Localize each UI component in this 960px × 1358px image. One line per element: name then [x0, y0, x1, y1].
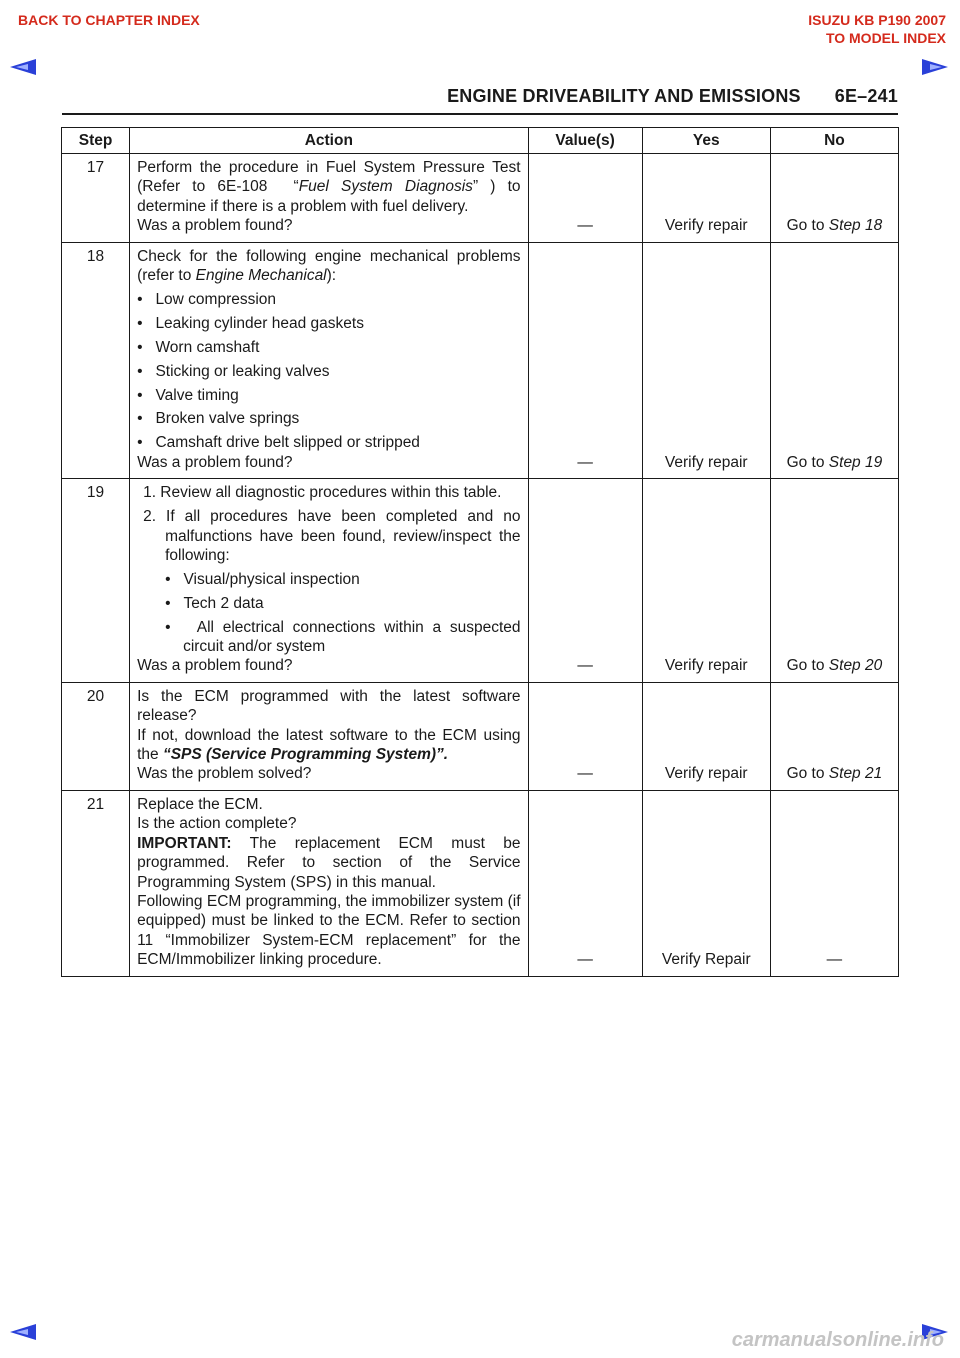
- no-cell: Go to Step 21: [770, 682, 898, 790]
- value-cell: —: [528, 154, 642, 243]
- diagnostic-table: [61, 127, 899, 977]
- next-page-arrow-icon[interactable]: [922, 59, 948, 75]
- page-number: 6E–241: [834, 86, 898, 106]
- no-cell: Go to Step 19: [770, 242, 898, 479]
- list-item: • Broken valve springs: [137, 410, 300, 428]
- previous-page-arrow-icon-bottom[interactable]: [10, 1324, 36, 1340]
- table-row: [62, 479, 899, 683]
- table-row: [62, 154, 899, 243]
- model-name: ISUZU KB P190 2007: [808, 12, 946, 28]
- list-item: • All electrical connections within a suspected circuit and/or system: [165, 618, 521, 656]
- action-cell: Is the ECM programmed with the latest software release? If not, download the latest software to the ECM using the “SPS (Service Programming System)”. Was the problem solved?: [130, 682, 528, 790]
- list-item: • Camshaft drive belt slipped or stripped: [137, 434, 420, 452]
- watermark: carmanualsonline.info: [731, 1329, 944, 1351]
- header-yes: Yes: [642, 128, 770, 154]
- yes-cell: Verify repair: [642, 682, 770, 790]
- list-item: • Sticking or leaking valves: [137, 362, 330, 380]
- step-number: 18: [62, 242, 130, 479]
- section-title: ENGINE DRIVEABILITY AND EMISSIONS: [447, 86, 801, 106]
- value-cell: —: [528, 682, 642, 790]
- header-rule: [62, 113, 898, 115]
- action-cell: Replace the ECM. Is the action complete? IMPORTANT: The replacement ECM must be programmed. Refer to section of the Service Programming System (SPS) in this manual. Following ECM programming, the immobilizer system (if equipped) must be linked to the ECM. Refer to section 11 “Immobilizer System-ECM replacement” for the ECM/Immobilizer linking procedure.: [130, 790, 528, 976]
- value-cell: —: [528, 479, 642, 683]
- action-question: Was a problem found?: [137, 453, 293, 471]
- list-item: • Low compression: [137, 290, 277, 308]
- yes-cell: Verify Repair: [642, 790, 770, 976]
- list-item: • Valve timing: [137, 386, 239, 404]
- table-row: [62, 682, 899, 790]
- header-step: Step: [62, 128, 130, 154]
- action-cell: [130, 479, 528, 683]
- table-header-row: [62, 128, 899, 154]
- header-no: No: [770, 128, 898, 154]
- page-header: [62, 86, 898, 107]
- value-cell: —: [528, 242, 642, 479]
- previous-page-arrow-icon[interactable]: [10, 59, 36, 75]
- header-values: Value(s): [528, 128, 642, 154]
- list-item: 1. Review all diagnostic procedures within this table.: [143, 484, 502, 502]
- table-row: [62, 790, 899, 976]
- sps-ref: “SPS (Service Programming System)”.: [162, 746, 449, 764]
- back-to-chapter-index-link[interactable]: BACK TO CHAPTER INDEX: [18, 12, 200, 28]
- step-number: 20: [62, 682, 130, 790]
- step-number: 21: [62, 790, 130, 976]
- list-item: • Leaking cylinder head gaskets: [137, 314, 364, 332]
- step-number: 19: [62, 479, 130, 683]
- engine-mechanical-ref: Engine Mechanical: [195, 267, 327, 285]
- list-item: 2. If all procedures have been completed and no malfunctions have been found, review/inspect the following:: [143, 508, 521, 564]
- yes-cell: Verify repair: [642, 242, 770, 479]
- no-cell: —: [770, 790, 898, 976]
- step-number: 17: [62, 154, 130, 243]
- action-cell: Check for the following engine mechanical problems (refer to Engine Mechanical): • Low compression • Leaking cylinder head gaskets • Worn camshaft • Sticking or leaking valves • Valve timing • Broken valve springs • Camshaft drive belt slipped or stripped Was a problem found?: [130, 242, 528, 479]
- list-item: • Visual/physical inspection: [165, 570, 360, 588]
- header-action: Action: [130, 128, 528, 154]
- to-model-index-label: TO MODEL INDEX: [825, 30, 946, 46]
- no-cell: Go to Step 18: [770, 154, 898, 243]
- important-label: IMPORTANT:: [137, 834, 232, 852]
- action-question: Was the problem solved?: [137, 765, 312, 783]
- no-cell: Go to Step 20: [770, 479, 898, 683]
- list-item: • Worn camshaft: [137, 338, 260, 356]
- action-question: Was a problem found?: [137, 657, 293, 675]
- model-index-link[interactable]: [808, 11, 946, 47]
- action-question: Was a problem found?: [137, 217, 293, 235]
- action-cell: Perform the procedure in Fuel System Pressure Test (Refer to 6E-108 “Fuel System Diagnosis” ) to determine if there is a problem with fuel delivery. Was a problem found?: [130, 154, 528, 243]
- value-cell: —: [528, 790, 642, 976]
- list-item: • Tech 2 data: [165, 594, 264, 612]
- yes-cell: Verify repair: [642, 154, 770, 243]
- fuel-system-diagnosis-ref: Fuel System Diagnosis: [298, 178, 473, 196]
- yes-cell: Verify repair: [642, 479, 770, 683]
- table-row: [62, 242, 899, 479]
